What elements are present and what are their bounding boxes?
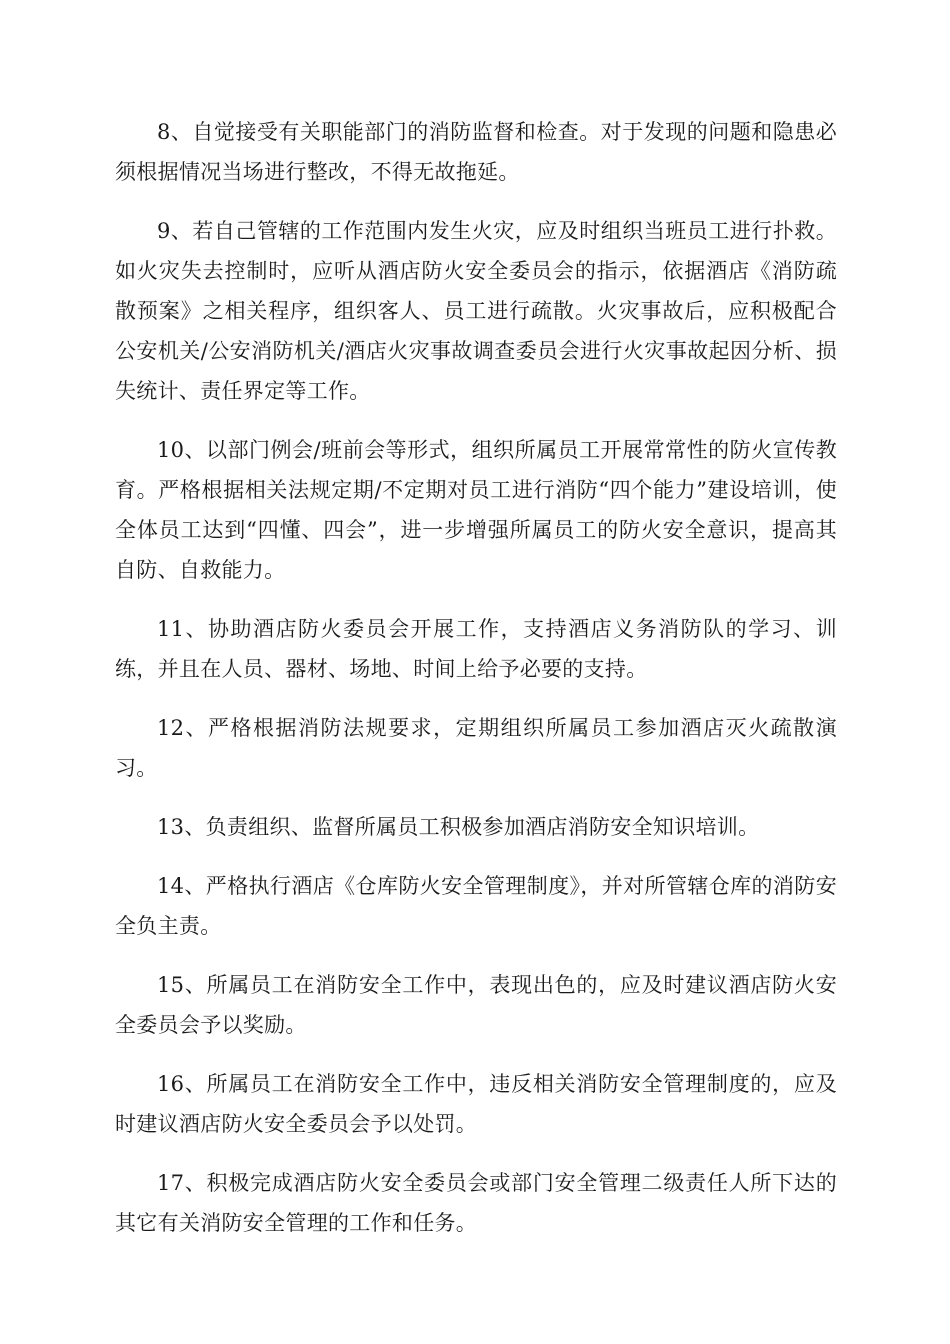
clause-10: 10、以部门例会/班前会等形式，组织所属员工开展常常性的防火宣传教育。严格根据相关法规定期/不定期对员工进行消防“四个能力”建设培训，使全体员工达到“四懂、四会”，进一步增强所属员工的防火安全意识，提高其自防、自救能力。 — [115, 438, 837, 582]
clause-14: 14、严格执行酒店《仓库防火安全管理制度》，并对所管辖仓库的消防安全负主责。 — [115, 874, 837, 938]
clause-17: 17、积极完成酒店防火安全委员会或部门安全管理二级责任人所下达的其它有关消防安全管理的工作和任务。 — [115, 1171, 837, 1235]
document-body — [115, 112, 837, 1262]
clause-12: 12、严格根据消防法规要求，定期组织所属员工参加酒店灭火疏散演习。 — [115, 716, 837, 780]
clause-11: 11、协助酒店防火委员会开展工作，支持酒店义务消防队的学习、训练，并且在人员、器材、场地、时间上给予必要的支持。 — [115, 617, 837, 681]
clause-16: 16、所属员工在消防安全工作中，违反相关消防安全管理制度的，应及时建议酒店防火安全委员会予以处罚。 — [115, 1072, 837, 1136]
clause-9: 9、若自己管辖的工作范围内发生火灾，应及时组织当班员工进行扑救。如火灾失去控制时，应听从酒店防火安全委员会的指示，依据酒店《消防疏散预案》之相关程序，组织客人、员工进行疏散。火灾事故后，应积极配合公安机关/公安消防机关/酒店火灾事故调查委员会进行火灾事故起因分析、损失统计、责任界定等工作。 — [115, 219, 837, 403]
clause-8: 8、自觉接受有关职能部门的消防监督和检查。对于发现的问题和隐患必须根据情况当场进行整改，不得无故拖延。 — [115, 120, 837, 184]
clause-13: 13、负责组织、监督所属员工积极参加酒店消防安全知识培训。 — [157, 815, 760, 839]
clause-15: 15、所属员工在消防安全工作中，表现出色的，应及时建议酒店防火安全委员会予以奖励。 — [115, 973, 837, 1037]
